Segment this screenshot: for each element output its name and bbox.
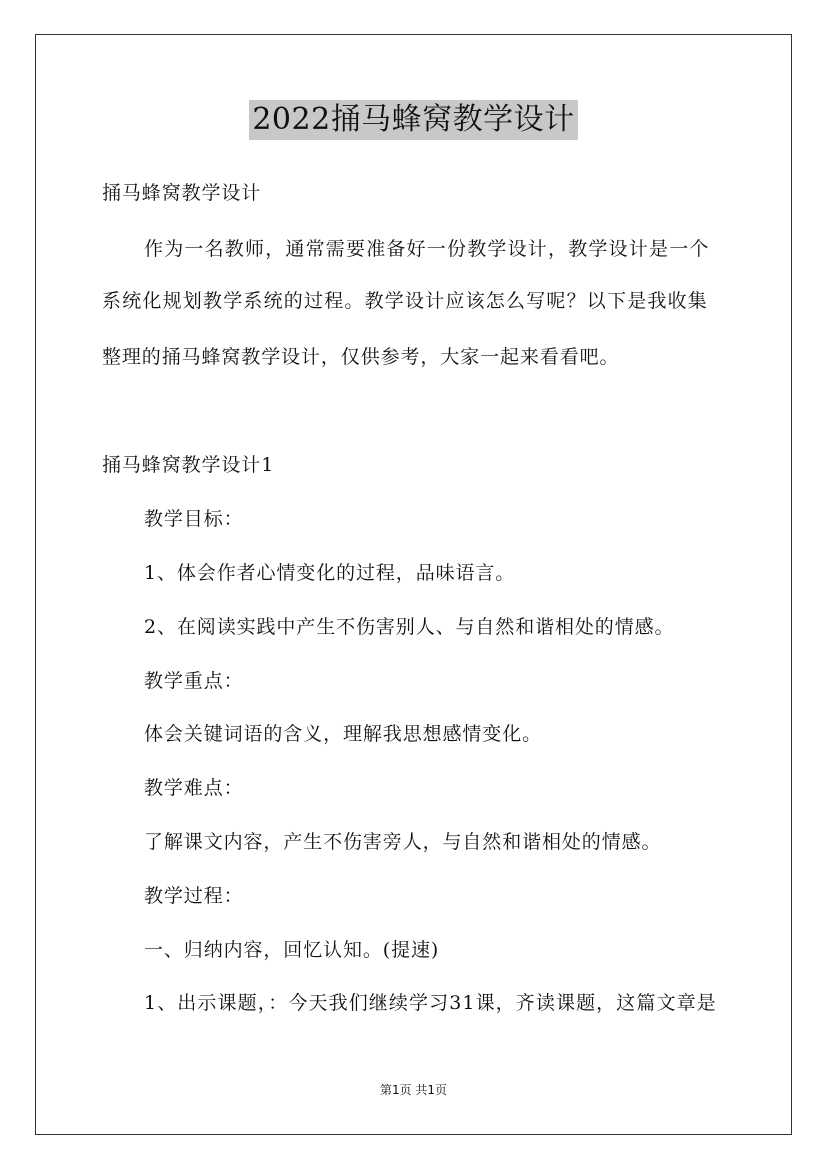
paragraph-line: 整理的捅马蜂窝教学设计，仅供参考，大家一起来看看吧。 xyxy=(102,346,620,368)
paragraph-line: 1、出示课题，：今天我们继续学习31课，齐读课题，这篇文章是 xyxy=(144,992,717,1014)
paragraph-line: 教学重点： xyxy=(144,670,244,692)
paragraph-line: 1、体会作者心情变化的过程，品味语言。 xyxy=(144,562,516,584)
paragraph-line: 教学目标： xyxy=(144,508,244,530)
paragraph-line: 教学过程： xyxy=(144,885,244,907)
paragraph-line: 系统化规划教学系统的过程。教学设计应该怎么写呢？以下是我收集 xyxy=(102,290,709,312)
page-footer xyxy=(0,1082,827,1098)
paragraph-line: 2、在阅读实践中产生不伤害别人、与自然和谐相处的情感。 xyxy=(144,616,675,638)
document-title: 2022捅马蜂窝教学设计 xyxy=(249,100,577,140)
paragraph-line: 一、归纳内容，回忆认知。(提速) xyxy=(144,939,440,961)
paragraph-line: 教学难点： xyxy=(144,777,244,799)
section-heading: 捅马蜂窝教学设计 xyxy=(102,182,262,204)
paragraph-line: 作为一名教师，通常需要准备好一份教学设计，教学设计是一个 xyxy=(144,238,710,260)
paragraph-line: 了解课文内容，产生不伤害旁人，与自然和谐相处的情感。 xyxy=(144,831,662,853)
title-container xyxy=(0,100,827,140)
section-heading: 捅马蜂窝教学设计1 xyxy=(102,454,275,476)
paragraph-line: 体会关键词语的含义，理解我思想感情变化。 xyxy=(144,723,543,745)
page-number: 第1页 共1页 xyxy=(379,1083,448,1097)
